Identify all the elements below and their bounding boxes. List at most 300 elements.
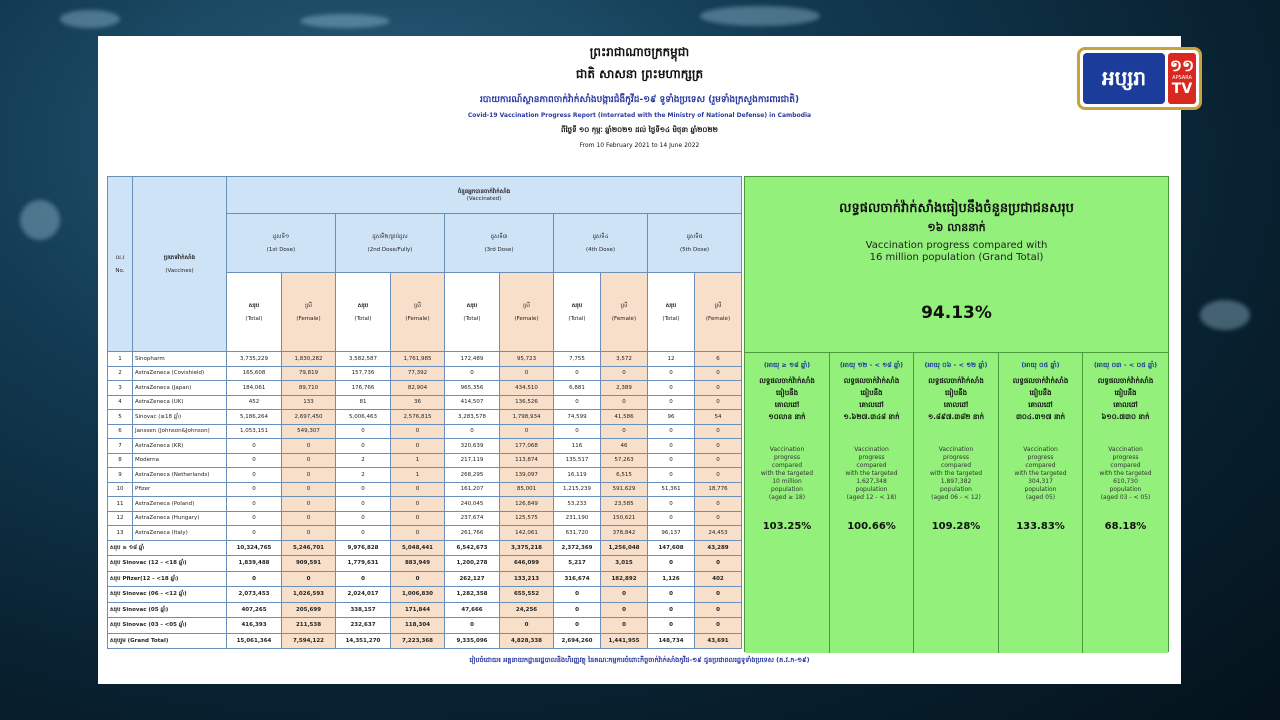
summary-label: សរុប Sinovac (12 - <18 ឆ្នាំ)	[108, 556, 227, 572]
table-row	[108, 366, 742, 381]
row-value: 0	[282, 526, 336, 541]
female-header: ស្រី (Female)	[601, 273, 648, 352]
row-value: 0	[227, 497, 282, 512]
row-no: 12	[108, 511, 133, 526]
summary-label: សរុប Sinovac (03 - <05 ឆ្នាំ)	[108, 618, 227, 634]
row-value: 237,674	[445, 511, 500, 526]
row-value: 0	[601, 366, 648, 381]
row-vaccine: AstraZeneca (Hungary)	[133, 511, 227, 526]
report-document	[98, 36, 1181, 684]
summary-value: 0	[336, 571, 391, 587]
row-value: 1	[391, 468, 445, 483]
summary-value: 7,594,122	[282, 633, 336, 649]
table-row	[108, 453, 742, 468]
row-value: 16,119	[554, 468, 601, 483]
row-value: 0	[391, 497, 445, 512]
summary-value: 6,542,673	[445, 540, 500, 556]
row-value: 0	[227, 511, 282, 526]
row-value: 0	[336, 439, 391, 454]
dose-header: ដូសទី៥ (5th Dose)	[648, 214, 742, 273]
age-group-label: (អាយុ ≥ ១៨ ឆ្នាំ)	[763, 361, 811, 369]
row-value: 0	[282, 511, 336, 526]
row-value: 0	[601, 395, 648, 410]
row-value: 0	[601, 424, 648, 439]
summary-value: 7,223,368	[391, 633, 445, 649]
summary-value: 171,844	[391, 602, 445, 618]
row-value: 6	[695, 352, 742, 367]
dose-header: ដូសទី២/គ្រប់ដូស (2nd Dose/Fully)	[336, 214, 445, 273]
date-range-en: From 10 February 2021 to 14 June 2022	[579, 142, 700, 149]
summary-value: 0	[695, 556, 742, 572]
row-value: 0	[695, 366, 742, 381]
row-value: 95,723	[500, 352, 554, 367]
age-group-progress	[829, 352, 913, 653]
row-value: 96	[648, 410, 695, 425]
summary-value: 0	[227, 571, 282, 587]
row-vaccine: Janssen (Johnson&Johnson)	[133, 424, 227, 439]
row-value: 1,830,282	[282, 352, 336, 367]
age-group-percent: 133.83%	[1016, 521, 1065, 532]
summary-value: 883,949	[391, 556, 445, 572]
target-kh: លទ្ធផលចាក់វ៉ាក់សាំង ធៀបនឹង គោលដៅ ១.៨៩៧.៣៨២ នាក់	[927, 377, 985, 421]
target-en: Vaccination progress compared with the targeted 10 million population (aged ≥ 18)	[760, 446, 814, 501]
row-value: 136,526	[500, 395, 554, 410]
row-value: 3,572	[601, 352, 648, 367]
total-header: សរុប (Total)	[648, 273, 695, 352]
report-title-kh: របាយការណ៍ស្ថានភាពចាក់វ៉ាក់សាំងបង្ការជំងឺកូវីដ-១៩ ទូទាំងប្រទេស (រួមទាំងក្រសួងការពារជាតិ)	[479, 95, 800, 105]
target-en: Vaccination progress compared with the targeted 1,897,382 population (aged 06 - < 12)	[929, 446, 983, 501]
row-value: 2	[336, 468, 391, 483]
row-value: 1,798,934	[500, 410, 554, 425]
row-no: 3	[108, 381, 133, 396]
row-value: 0	[648, 468, 695, 483]
row-value: 0	[554, 395, 601, 410]
age-group-label: (អាយុ ០៦ - < ១២ ឆ្នាំ)	[924, 361, 988, 369]
row-value: 0	[227, 453, 282, 468]
summary-value: 182,892	[601, 571, 648, 587]
summary-value: 232,637	[336, 618, 391, 634]
row-value: 0	[695, 468, 742, 483]
row-value: 150,621	[601, 511, 648, 526]
row-value: 125,575	[500, 511, 554, 526]
summary-row	[108, 618, 742, 634]
row-value: 0	[695, 511, 742, 526]
summary-value: 118,304	[391, 618, 445, 634]
row-value: 434,510	[500, 381, 554, 396]
target-kh: លទ្ធផលចាក់វ៉ាក់សាំង ធៀបនឹង គោលដៅ ៣០៤.៣១៧ នាក់	[1012, 377, 1069, 421]
summary-value: 0	[648, 587, 695, 603]
row-value: 57,263	[601, 453, 648, 468]
logo-number: ១១	[1169, 56, 1195, 75]
row-no: 10	[108, 482, 133, 497]
summary-value: 148,734	[648, 633, 695, 649]
summary-value: 0	[648, 556, 695, 572]
female-header: ស្រី (Female)	[391, 273, 445, 352]
row-no: 5	[108, 410, 133, 425]
row-value: 1	[391, 453, 445, 468]
row-value: 0	[500, 366, 554, 381]
table-row	[108, 468, 742, 483]
summary-value: 1,126	[648, 571, 695, 587]
row-value: 53,233	[554, 497, 601, 512]
age-group-label: (អាយុ ០៣ - < ០៥ ឆ្នាំ)	[1093, 361, 1158, 369]
table-row	[108, 352, 742, 367]
summary-value: 5,246,701	[282, 540, 336, 556]
summary-value: 655,552	[500, 587, 554, 603]
row-value: 135,517	[554, 453, 601, 468]
summary-value: 1,026,593	[282, 587, 336, 603]
age-group-percent: 103.25%	[762, 521, 812, 532]
row-value: 240,045	[445, 497, 500, 512]
summary-value: 1,256,048	[601, 540, 648, 556]
row-value: 165,608	[227, 366, 282, 381]
summary-value: 43,691	[695, 633, 742, 649]
summary-value: 416,393	[227, 618, 282, 634]
background-glint	[700, 6, 820, 26]
row-value: 46	[601, 439, 648, 454]
row-no: 13	[108, 526, 133, 541]
row-no: 11	[108, 497, 133, 512]
row-value: 6,515	[601, 468, 648, 483]
row-no: 7	[108, 439, 133, 454]
row-value: 631,720	[554, 526, 601, 541]
summary-value: 9,976,828	[336, 540, 391, 556]
row-value: 96,137	[648, 526, 695, 541]
dose-header: ដូសទី៤ (4th Dose)	[554, 214, 648, 273]
summary-value: 0	[695, 602, 742, 618]
row-value: 172,489	[445, 352, 500, 367]
summary-row	[108, 633, 742, 649]
summary-value: 407,265	[227, 602, 282, 618]
summary-value: 1,006,830	[391, 587, 445, 603]
summary-value: 0	[500, 618, 554, 634]
summary-label: សរុប ≥ ១៨ ឆ្នាំ	[108, 540, 227, 556]
logo-apsara: APSARA	[1172, 75, 1192, 81]
row-value: 261,766	[445, 526, 500, 541]
row-vaccine: AstraZeneca (Poland)	[133, 497, 227, 512]
row-value: 1,215,239	[554, 482, 601, 497]
summary-value: 338,157	[336, 602, 391, 618]
row-value: 161,207	[445, 482, 500, 497]
row-value: 1,053,151	[227, 424, 282, 439]
row-value: 24,453	[695, 526, 742, 541]
summary-value: 147,608	[648, 540, 695, 556]
total-header: សរុប (Total)	[227, 273, 282, 352]
table-row	[108, 511, 742, 526]
row-value: 0	[500, 424, 554, 439]
report-title-en: Covid-19 Vaccination Progress Report (Interrated with the Ministry of National Defense) in Cambodia	[467, 112, 812, 119]
row-vaccine: Sinopharm	[133, 352, 227, 367]
summary-value: 1,441,955	[601, 633, 648, 649]
row-value: 268,295	[445, 468, 500, 483]
summary-value: 0	[648, 618, 695, 634]
table-row	[108, 439, 742, 454]
progress-title-kh: លទ្ធផលចាក់វ៉ាក់សាំងធៀបនឹងចំនួនប្រជាជនសរុប	[839, 201, 1074, 216]
row-no: 2	[108, 366, 133, 381]
row-vaccine: AstraZeneca (Italy)	[133, 526, 227, 541]
row-value: 0	[336, 497, 391, 512]
summary-value: 0	[601, 587, 648, 603]
target-en: Vaccination progress compared with the targeted 610,730 population (aged 03 - < 05)	[1099, 446, 1152, 501]
row-value: 176,766	[336, 381, 391, 396]
row-value: 79,819	[282, 366, 336, 381]
row-value: 0	[648, 511, 695, 526]
row-value: 0	[282, 453, 336, 468]
summary-value: 47,666	[445, 602, 500, 618]
row-value: 0	[391, 482, 445, 497]
summary-value: 0	[695, 587, 742, 603]
logo-badge	[1168, 53, 1196, 104]
row-value: 0	[282, 482, 336, 497]
row-value: 7,755	[554, 352, 601, 367]
table-row	[108, 410, 742, 425]
summary-value: 205,699	[282, 602, 336, 618]
age-group-progress	[998, 352, 1082, 653]
summary-value: 15,061,364	[227, 633, 282, 649]
summary-value: 0	[648, 602, 695, 618]
row-value: 0	[695, 439, 742, 454]
summary-value: 646,099	[500, 556, 554, 572]
motto: ជាតិ សាសនា ព្រះមហាក្សត្រ	[575, 67, 704, 81]
apsara-tv-logo	[1077, 47, 1202, 110]
summary-row	[108, 556, 742, 572]
progress-title-en: Vaccination progress compared with 16 million population (Grand Total)	[865, 240, 1048, 263]
total-header: សរុប (Total)	[554, 273, 601, 352]
row-value: 2	[336, 453, 391, 468]
summary-value: 5,048,441	[391, 540, 445, 556]
row-no: 6	[108, 424, 133, 439]
grand-percent: 94.13%	[921, 303, 992, 323]
row-value: 0	[227, 439, 282, 454]
row-value: 0	[695, 381, 742, 396]
row-value: 0	[554, 366, 601, 381]
summary-row	[108, 587, 742, 603]
summary-value: 211,538	[282, 618, 336, 634]
progress-panel	[744, 176, 1169, 652]
row-value: 3,582,587	[336, 352, 391, 367]
row-value: 0	[336, 526, 391, 541]
row-value: 0	[695, 453, 742, 468]
row-value: 0	[336, 482, 391, 497]
summary-row	[108, 540, 742, 556]
grand-progress	[745, 177, 1168, 352]
row-value: 126,849	[500, 497, 554, 512]
col-no-header: ល.រ No.	[108, 177, 133, 352]
summary-value: 5,217	[554, 556, 601, 572]
date-range-kh: ពីថ្ងៃទី ១០ កុម្ភៈ ឆ្នាំ២០២១ ដល់ ថ្ងៃទី១៤ មិថុនា ឆ្នាំ២០២២	[561, 126, 718, 134]
row-value: 0	[391, 439, 445, 454]
summary-value: 1,779,631	[336, 556, 391, 572]
row-value: 591,629	[601, 482, 648, 497]
row-value: 116	[554, 439, 601, 454]
summary-value: 3,015	[601, 556, 648, 572]
summary-value: 4,828,338	[500, 633, 554, 649]
summary-value: 0	[601, 602, 648, 618]
col-vaccine-header: ប្រភេទវ៉ាក់សាំង (Vaccines)	[133, 177, 227, 352]
table-row	[108, 424, 742, 439]
row-value: 3,283,578	[445, 410, 500, 425]
logo-text: អប្សរា	[1083, 53, 1165, 104]
summary-label: សរុប Sinovac (05 ឆ្នាំ)	[108, 602, 227, 618]
table-row	[108, 526, 742, 541]
row-value: 81	[336, 395, 391, 410]
row-vaccine: AstraZeneca (KR)	[133, 439, 227, 454]
background-glint	[300, 14, 390, 28]
summary-value: 0	[445, 618, 500, 634]
row-value: 139,097	[500, 468, 554, 483]
row-value: 177,068	[500, 439, 554, 454]
row-no: 8	[108, 453, 133, 468]
row-value: 0	[282, 468, 336, 483]
row-value: 378,842	[601, 526, 648, 541]
row-value: 0	[648, 381, 695, 396]
total-header: សរុប (Total)	[445, 273, 500, 352]
background-glint	[20, 200, 60, 240]
row-value: 0	[648, 439, 695, 454]
summary-value: 133,213	[500, 571, 554, 587]
row-value: 0	[695, 395, 742, 410]
row-value: 133	[282, 395, 336, 410]
summary-value: 0	[695, 618, 742, 634]
summary-value: 1,282,358	[445, 587, 500, 603]
footer-note: រៀបចំដោយ៖ អគ្គនាយកដ្ឋានរដ្ឋបាលនិងហិរញ្ញវត្ថុ នៃគណៈកម្មការចំពោះកិច្ចចាក់វ៉ាក់សាំងកូវីដ-១៩ ជូនប្រជាពលរដ្ឋទូទាំងប្រទេស (គ.វ.ក-១៩)	[469, 656, 810, 664]
summary-value: 0	[601, 618, 648, 634]
table-row	[108, 482, 742, 497]
summary-value: 1,839,488	[227, 556, 282, 572]
row-value: 85,001	[500, 482, 554, 497]
row-value: 0	[648, 395, 695, 410]
table-row	[108, 381, 742, 396]
row-value: 0	[391, 511, 445, 526]
target-kh: លទ្ធផលចាក់វ៉ាក់សាំង ធៀបនឹង គោលដៅ ៦១០.៧៣០ នាក់	[1097, 377, 1154, 421]
row-value: 0	[336, 424, 391, 439]
age-group-progress	[745, 352, 829, 653]
age-group-progress	[913, 352, 998, 653]
row-vaccine: AstraZeneca (Japan)	[133, 381, 227, 396]
total-header: សរុប (Total)	[336, 273, 391, 352]
row-value: 77,392	[391, 366, 445, 381]
summary-value: 0	[391, 571, 445, 587]
summary-value: 1,200,278	[445, 556, 500, 572]
summary-value: 0	[282, 571, 336, 587]
row-value: 142,061	[500, 526, 554, 541]
age-group-progress	[1082, 352, 1168, 653]
summary-value: 10,324,765	[227, 540, 282, 556]
row-value: 0	[445, 366, 500, 381]
female-header: ស្រី (Female)	[500, 273, 554, 352]
row-value: 12	[648, 352, 695, 367]
row-value: 2,697,450	[282, 410, 336, 425]
row-value: 18,776	[695, 482, 742, 497]
target-kh: លទ្ធផលចាក់វ៉ាក់សាំង ធៀបនឹង គោលដៅ ១.៦២៧.៣៤៨ នាក់	[843, 377, 900, 421]
row-value: 1,761,985	[391, 352, 445, 367]
summary-value: 24,256	[500, 602, 554, 618]
summary-value: 2,694,260	[554, 633, 601, 649]
target-en: Vaccination progress compared with the targeted 1,627,348 population (aged 12 - < 18)	[845, 446, 898, 501]
row-value: 0	[648, 453, 695, 468]
row-vaccine: AstraZeneca (Covishield)	[133, 366, 227, 381]
row-value: 231,190	[554, 511, 601, 526]
row-value: 54	[695, 410, 742, 425]
row-value: 0	[695, 424, 742, 439]
summary-value: 316,674	[554, 571, 601, 587]
row-value: 0	[227, 468, 282, 483]
kingdom-title: ព្រះរាជាណាចក្រកម្ពុជា	[589, 45, 690, 59]
row-value: 36	[391, 395, 445, 410]
row-vaccine: Moderna	[133, 453, 227, 468]
summary-value: 262,127	[445, 571, 500, 587]
summary-value: 14,351,270	[336, 633, 391, 649]
row-value: 0	[336, 511, 391, 526]
row-value: 0	[282, 439, 336, 454]
row-no: 9	[108, 468, 133, 483]
row-value: 0	[648, 424, 695, 439]
progress-title-kh-2: ១៦ លាននាក់	[927, 221, 986, 234]
row-value: 2,576,815	[391, 410, 445, 425]
row-no: 1	[108, 352, 133, 367]
summary-value: 2,073,453	[227, 587, 282, 603]
target-kh: លទ្ធផលចាក់វ៉ាក់សាំង ធៀបនឹង គោលដៅ ១០លាន នាក់	[759, 377, 815, 421]
summary-value: 43,289	[695, 540, 742, 556]
row-value: 414,507	[445, 395, 500, 410]
row-value: 0	[648, 497, 695, 512]
table-row	[108, 497, 742, 512]
row-vaccine: Sinovac (≥18 ឆ្នាំ)	[133, 410, 227, 425]
summary-label: សរុប Sinovac (06 - <12 ឆ្នាំ)	[108, 587, 227, 603]
age-group-label: (អាយុ ១២ - < ១៨ ឆ្នាំ)	[839, 361, 904, 369]
age-group-label: (អាយុ ០៥ ឆ្នាំ)	[1021, 361, 1060, 369]
dose-header: ដូសទី១ (1st Dose)	[227, 214, 336, 273]
row-value: 74,599	[554, 410, 601, 425]
row-vaccine: Pfizer	[133, 482, 227, 497]
vaccination-table	[107, 176, 742, 649]
summary-label: សរុប Pfizer(12 - <18 ឆ្នាំ)	[108, 571, 227, 587]
row-value: 0	[554, 424, 601, 439]
row-value: 23,585	[601, 497, 648, 512]
table-row	[108, 395, 742, 410]
vaccinated-header: ចំនួនអ្នកបានចាក់វ៉ាក់សាំង (Vaccinated)	[227, 177, 742, 214]
summary-row	[108, 602, 742, 618]
row-value: 51,361	[648, 482, 695, 497]
row-value: 5,186,264	[227, 410, 282, 425]
row-value: 184,061	[227, 381, 282, 396]
age-group-percent: 100.66%	[847, 521, 896, 532]
summary-value: 402	[695, 571, 742, 587]
row-value: 89,710	[282, 381, 336, 396]
row-value: 2,389	[601, 381, 648, 396]
row-value: 0	[227, 526, 282, 541]
summary-value: 9,335,096	[445, 633, 500, 649]
row-value: 5,006,463	[336, 410, 391, 425]
background-glint	[1200, 300, 1250, 330]
summary-value: 0	[554, 587, 601, 603]
row-no: 4	[108, 395, 133, 410]
female-header: ស្រី (Female)	[695, 273, 742, 352]
summary-value: 0	[554, 618, 601, 634]
row-value: 0	[391, 526, 445, 541]
target-en: Vaccination progress compared with the targeted 304,317 population (aged 05)	[1014, 446, 1067, 501]
row-value: 0	[227, 482, 282, 497]
summary-value: 909,591	[282, 556, 336, 572]
row-value: 452	[227, 395, 282, 410]
row-value: 0	[648, 366, 695, 381]
row-value: 6,881	[554, 381, 601, 396]
summary-row	[108, 571, 742, 587]
age-group-percent: 109.28%	[931, 521, 981, 532]
dose-header: ដូសទី៣ (3rd Dose)	[445, 214, 554, 273]
row-value: 157,736	[336, 366, 391, 381]
female-header: ស្រី (Female)	[282, 273, 336, 352]
